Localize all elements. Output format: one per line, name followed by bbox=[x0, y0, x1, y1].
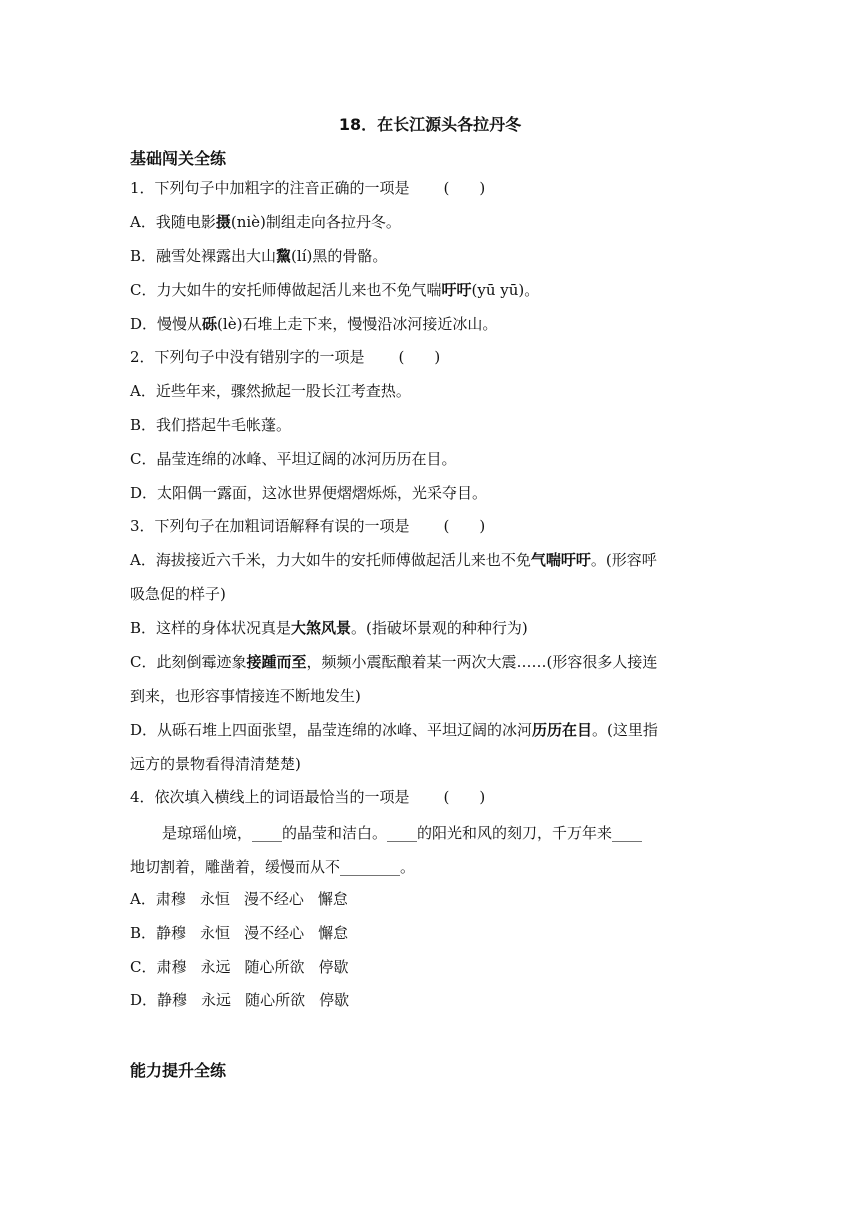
q4-passage-line-1: 是琼瑶仙境，____的晶莹和洁白。____的阳光和风的刻刀，千万年来____ bbox=[162, 824, 643, 842]
q2-option-c: C．晶莹连绵的冰峰、平坦辽阔的冰河历历在目。 bbox=[130, 450, 457, 468]
section-heading-basic: 基础闯关全练 bbox=[130, 149, 227, 168]
question-2-stem: 2．下列句子中没有错别字的一项是 ( ) bbox=[130, 348, 441, 366]
q4-option-a: A．肃穆 永恒 漫不经心 懈怠 bbox=[130, 890, 348, 908]
q3-option-c-cont: 到来，也形容事情接连不断地发生) bbox=[130, 687, 361, 705]
q3-option-b: B．这样的身体状况真是大煞风景。(指破坏景观的种种行为) bbox=[130, 619, 528, 637]
q3-option-a: A．海拔接近六千米，力大如牛的安托师傅做起活儿来也不免气喘吁吁。(形容呼 bbox=[130, 551, 657, 569]
q1-option-b: B．融雪处裸露出大山黧(lí)黑的骨骼。 bbox=[130, 247, 388, 265]
q3-option-c: C．此刻倒霉迹象接踵而至，频频小震酝酿着某一两次大震……(形容很多人接连 bbox=[130, 653, 658, 671]
q3-option-d-cont: 远方的景物看得清清楚楚) bbox=[130, 755, 301, 773]
q4-option-d: D．静穆 永远 随心所欲 停歇 bbox=[130, 991, 350, 1009]
q2-option-d: D．太阳偶一露面，这冰世界便熠熠烁烁，光采夺目。 bbox=[130, 484, 488, 502]
answer-bracket: ( ) bbox=[398, 348, 441, 366]
q1-option-a: A．我随电影摄(niè)制组走向各拉丹冬。 bbox=[130, 213, 401, 231]
answer-bracket: ( ) bbox=[443, 517, 486, 535]
q2-option-b: B．我们搭起牛毛帐蓬。 bbox=[130, 416, 292, 434]
q3-option-d: D．从砾石堆上四面张望，晶莹连绵的冰峰、平坦辽阔的冰河历历在目。(这里指 bbox=[130, 721, 658, 739]
question-1-stem: 1．下列句子中加粗字的注音正确的一项是 ( ) bbox=[130, 179, 486, 197]
q4-passage-line-2: 地切割着，雕凿着，缓慢而从不________。 bbox=[130, 858, 416, 876]
question-3-stem: 3．下列句子在加粗词语解释有误的一项是 ( ) bbox=[130, 517, 486, 535]
q2-option-a: A．近些年来，骤然掀起一股长江考查热。 bbox=[130, 382, 411, 400]
page-title: 18．在长江源头各拉丹冬 bbox=[338, 115, 522, 134]
q4-option-c: C．肃穆 永远 随心所欲 停歇 bbox=[130, 958, 349, 976]
answer-bracket: ( ) bbox=[443, 179, 486, 197]
q3-option-a-cont: 吸急促的样子) bbox=[130, 585, 226, 603]
section-heading-advanced: 能力提升全练 bbox=[130, 1061, 227, 1080]
q1-option-d: D．慢慢从砾(lè)石堆上走下来，慢慢沿冰河接近冰山。 bbox=[130, 315, 498, 333]
answer-bracket: ( ) bbox=[443, 788, 486, 806]
q1-option-c: C．力大如牛的安托师傅做起活儿来也不免气喘吁吁(yū yū)。 bbox=[130, 281, 540, 299]
q4-option-b: B．静穆 永恒 漫不经心 懈怠 bbox=[130, 924, 349, 942]
question-4-stem: 4．依次填入横线上的词语最恰当的一项是 ( ) bbox=[130, 788, 486, 806]
